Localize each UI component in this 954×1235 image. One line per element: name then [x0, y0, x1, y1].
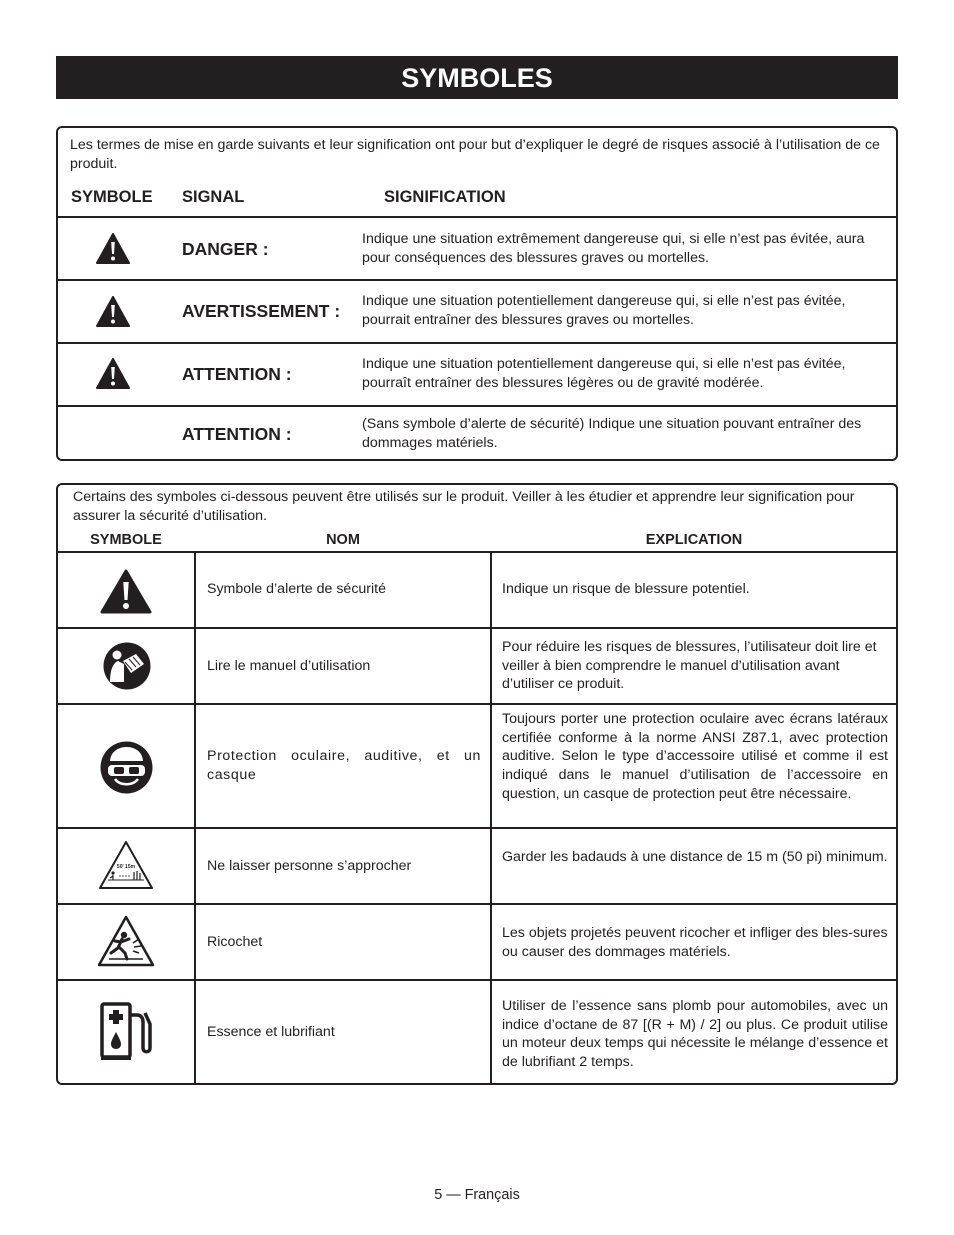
symbol-name: Essence et lubrifiant [207, 1024, 335, 1040]
symbols-intro: Certains des symboles ci-dessous peuvent être utilisés sur le produit. Veiller à les étudier et apprendre leur signification pour assurer la sécurité d’utilisation. [73, 489, 855, 524]
symbol-row [58, 703, 896, 827]
symbol-explanation: Toujours porter une protection oculaire avec écrans latéraux certifiée conforme à la norme ANSI Z87.1, avec protection auditive. Selon le type d’accessoire utilisé et comme il est indiqué dans le manuel d’utilisation de l’accessoire en question, un casque de protection peut être nécessaire. [502, 711, 888, 802]
signal-label: DANGER : [182, 239, 269, 259]
symbol-name: Ne laisser personne s’approcher [207, 858, 412, 874]
signal-row [58, 279, 896, 342]
warning-triangle-icon [96, 296, 130, 327]
symbol-row [58, 979, 896, 1085]
symbols-table [56, 483, 898, 1085]
symbol-row [58, 627, 896, 703]
signal-row [58, 405, 896, 461]
symbol-explanation: Utiliser de l’essence sans plomb pour automobiles, avec un indice d’octane de 87 [(R + M) / 2] ou plus. Ce produit utilise un moteur deux temps qui nécessite le mélange d’essence et de lubrifiant 2 temps. [502, 998, 888, 1071]
signal-label: ATTENTION : [182, 424, 292, 444]
page-title: SYMBOLES [56, 56, 898, 99]
read-manual-icon [103, 642, 151, 690]
header-signal: SIGNAL [182, 188, 245, 206]
symbol-name: Symbole d’alerte de sécurité [207, 581, 387, 597]
keep-away-distance-label: 50' 15m [116, 864, 136, 870]
warning-triangle-icon [96, 358, 130, 389]
symbol-name: Lire le manuel d’utilisation [207, 658, 371, 674]
signal-words-table [56, 126, 898, 461]
fuel-pump-icon [99, 1001, 155, 1063]
header-symbol: SYMBOLE [90, 532, 162, 548]
signal-meaning: Indique une situation extrêmement dangereuse qui, si elle n’est pas évitée, aura pour conséquences des blessures graves ou mortelles. [362, 231, 865, 266]
signal-meaning: (Sans symbole d’alerte de sécurité) Indique une situation pouvant entraîner des dommages matériels. [362, 416, 862, 451]
ricochet-icon [97, 915, 155, 967]
warning-triangle-icon [96, 233, 130, 264]
signal-row [58, 216, 896, 279]
signal-label: ATTENTION : [182, 364, 292, 384]
signal-label: AVERTISSEMENT : [182, 301, 341, 321]
signal-intro: Les termes de mise en garde suivants et leur signification ont pour but d’expliquer le degré de risques associé à l’utilisation de ce produit. [70, 137, 880, 172]
symbol-explanation: Les objets projetés peuvent ricocher et infliger des bles-sures ou causer des dommages matériels. [502, 925, 888, 960]
symbol-row [58, 551, 896, 627]
symbol-explanation: Indique un risque de blessure potentiel. [502, 581, 750, 597]
signal-row [58, 342, 896, 405]
symbol-row [58, 827, 896, 903]
symbol-name: Ricochet [207, 934, 263, 950]
header-symbol: SYMBOLE [71, 188, 153, 206]
eye-ear-head-protection-icon [100, 741, 153, 794]
page-footer: 5 — Français [434, 1187, 520, 1203]
header-explanation: EXPLICATION [645, 532, 743, 548]
symbol-name: Protection oculaire, auditive, et un casque [207, 748, 481, 783]
safety-alert-icon [100, 569, 152, 614]
header-meaning: SIGNIFICATION [384, 188, 506, 206]
symbol-row [58, 903, 896, 979]
symbol-explanation: Pour réduire les risques de blessures, l’utilisateur doit lire et veiller à bien comprendre le manuel d’utilisation avant d’utiliser ce produit. [502, 639, 877, 693]
signal-meaning: Indique une situation potentiellement dangereuse qui, si elle n’est pas évitée, pourrait entraîner des blessures graves ou mortelles. [362, 293, 846, 328]
header-name: NOM [326, 532, 360, 548]
signal-meaning: Indique une situation potentiellement dangereuse qui, si elle n’est pas évitée, pourraît entraîner des blessures légères ou de gravité modérée. [362, 356, 846, 391]
symbol-explanation: Garder les badauds à une distance de 15 m (50 pi) minimum. [502, 849, 888, 865]
keep-bystanders-away-icon [98, 840, 154, 890]
